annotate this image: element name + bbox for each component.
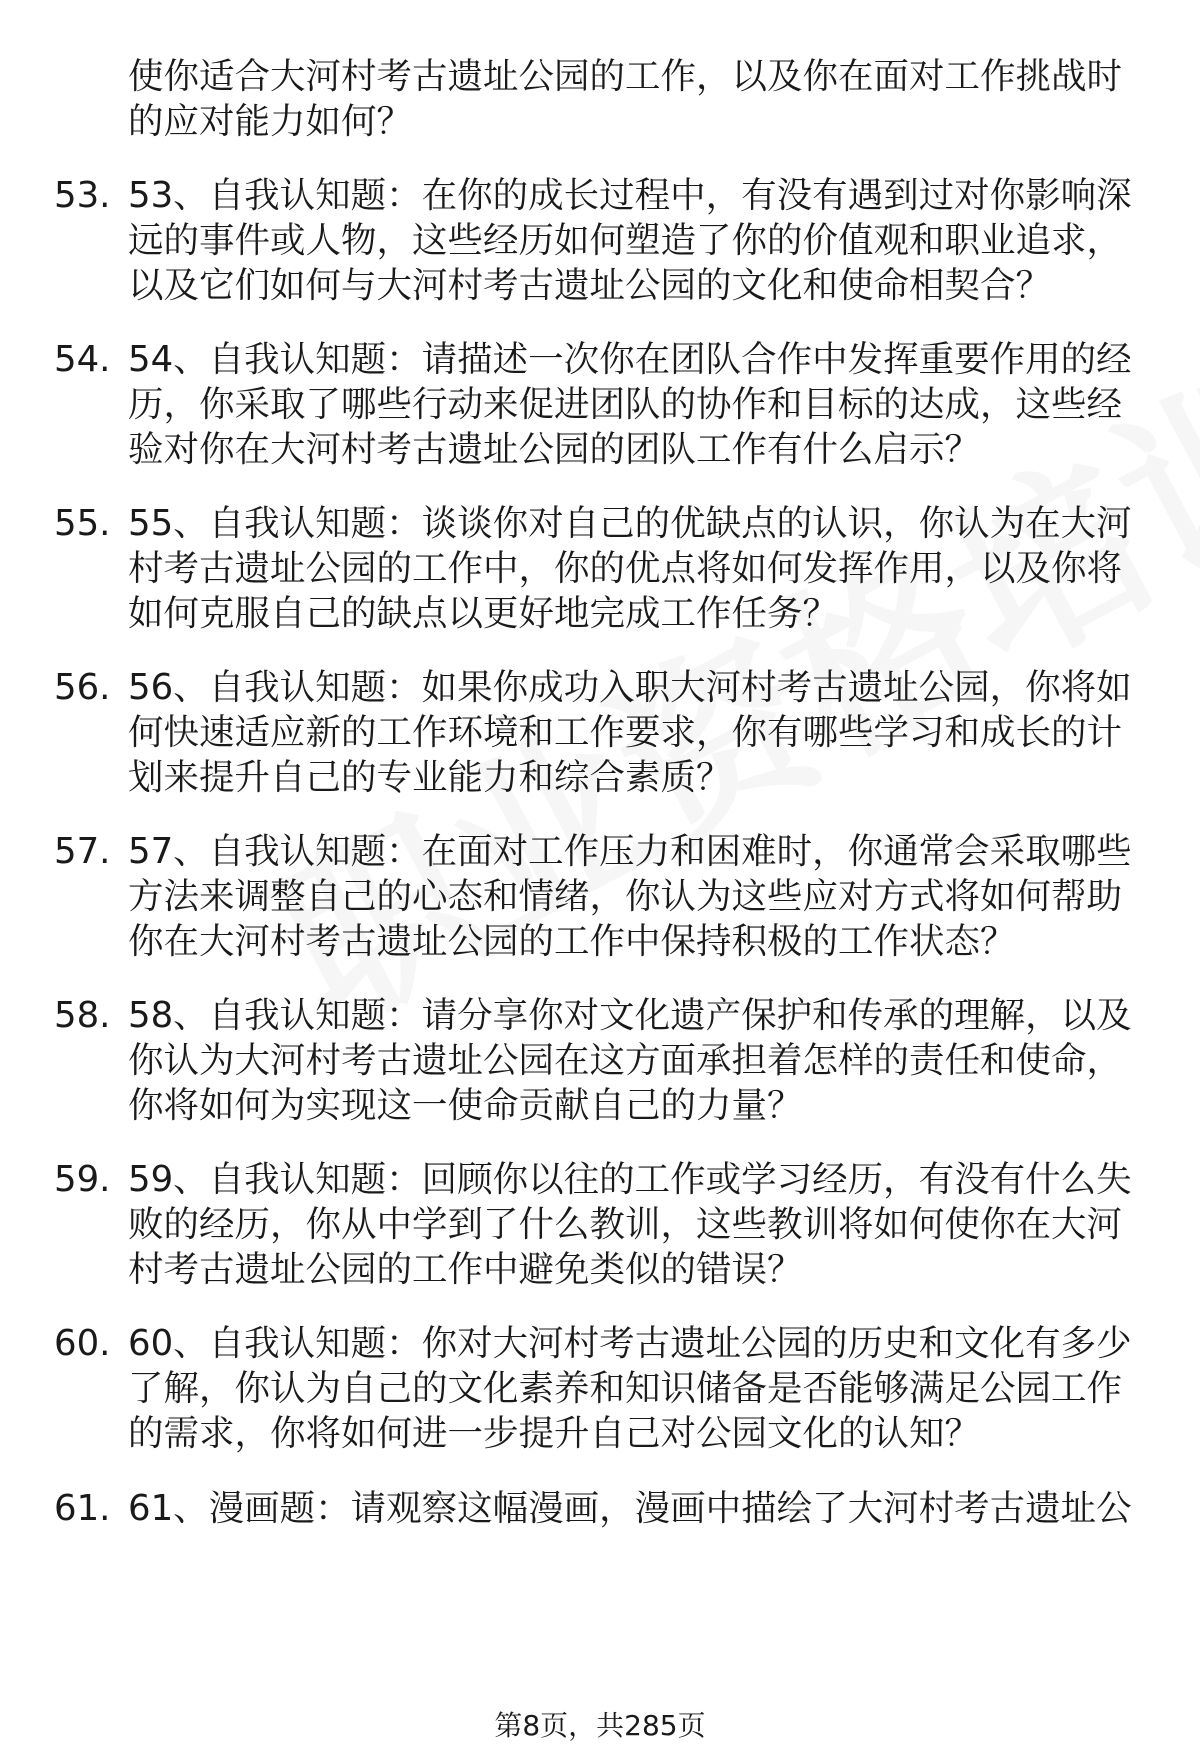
question-number: 61.	[54, 1488, 111, 1529]
question-line-text: 以及它们如何与大河村考古遗址公园的文化和使命相契合？	[128, 265, 1052, 306]
question-line-text: 56、自我认知题：如果你成功入职大河村考古遗址公园，你将如	[128, 667, 1132, 708]
question-line-text: 你在大河村考古遗址公园的工作中保持积极的工作状态？	[128, 921, 1016, 962]
question-line-text: 你将如何为实现这一使命贡献自己的力量？	[128, 1085, 803, 1126]
question-line-text: 如何克服自己的缺点以更好地完成工作任务？	[128, 593, 839, 634]
question-line-text: 历，你采取了哪些行动来促进团队的协作和目标的达成，这些经	[128, 384, 1123, 425]
question-line-text: 59、自我认知题：回顾你以往的工作或学习经历，有没有什么失	[128, 1159, 1132, 1200]
question-line-text: 方法来调整自己的心态和情绪，你认为这些应对方式将如何帮助	[128, 876, 1123, 917]
question-line-text: 何快速适应新的工作环境和工作要求，你有哪些学习和成长的计	[128, 712, 1123, 753]
question-number: 58.	[54, 995, 111, 1036]
question-line-text: 的需求，你将如何进一步提升自己对公园文化的认知？	[128, 1413, 981, 1454]
question-line-text: 败的经历，你从中学到了什么教训，这些教训将如何使你在大河	[128, 1204, 1123, 1245]
question-number: 57.	[54, 831, 111, 872]
question-line-text: 60、自我认知题：你对大河村考古遗址公园的历史和文化有多少	[128, 1323, 1132, 1364]
question-line-text: 61、漫画题：请观察这幅漫画，漫画中描绘了大河村考古遗址公	[128, 1488, 1132, 1529]
question-number: 56.	[54, 667, 111, 708]
question-number: 53.	[54, 175, 111, 216]
question-line-text: 54、自我认知题：请描述一次你在团队合作中发挥重要作用的经	[128, 339, 1132, 380]
intro-line-text: 使你适合大河村考古遗址公园的工作，以及你在面对工作挑战时	[128, 56, 1123, 97]
question-line-text: 了解，你认为自己的文化素养和知识储备是否能够满足公园工作	[128, 1368, 1123, 1409]
question-line-text: 村考古遗址公园的工作中，你的优点将如何发挥作用，以及你将	[128, 548, 1123, 589]
question-line-text: 你认为大河村考古遗址公园在这方面承担着怎样的责任和使命，	[128, 1040, 1123, 1081]
page-footer: 第8页，共285页	[494, 1709, 706, 1742]
question-line-text: 53、自我认知题：在你的成长过程中，有没有遇到过对你影响深	[128, 175, 1132, 216]
question-line-text: 验对你在大河村考古遗址公园的团队工作有什么启示？	[128, 429, 981, 470]
question-number: 60.	[54, 1323, 111, 1364]
question-number: 55.	[54, 503, 111, 544]
question-line-text: 远的事件或人物，这些经历如何塑造了你的价值观和职业追求，	[128, 220, 1123, 261]
intro-line-text: 的应对能力如何？	[128, 101, 413, 142]
question-line-text: 57、自我认知题：在面对工作压力和困难时，你通常会采取哪些	[128, 831, 1132, 872]
question-line-text: 划来提升自己的专业能力和综合素质？	[128, 757, 732, 798]
question-line-text: 村考古遗址公园的工作中避免类似的错误？	[128, 1249, 803, 1290]
question-line-text: 55、自我认知题：谈谈你对自己的优缺点的认识，你认为在大河	[128, 503, 1132, 544]
question-number: 59.	[54, 1159, 111, 1200]
question-number: 54.	[54, 339, 111, 380]
question-line-text: 58、自我认知题：请分享你对文化遗产保护和传承的理解，以及	[128, 995, 1132, 1036]
